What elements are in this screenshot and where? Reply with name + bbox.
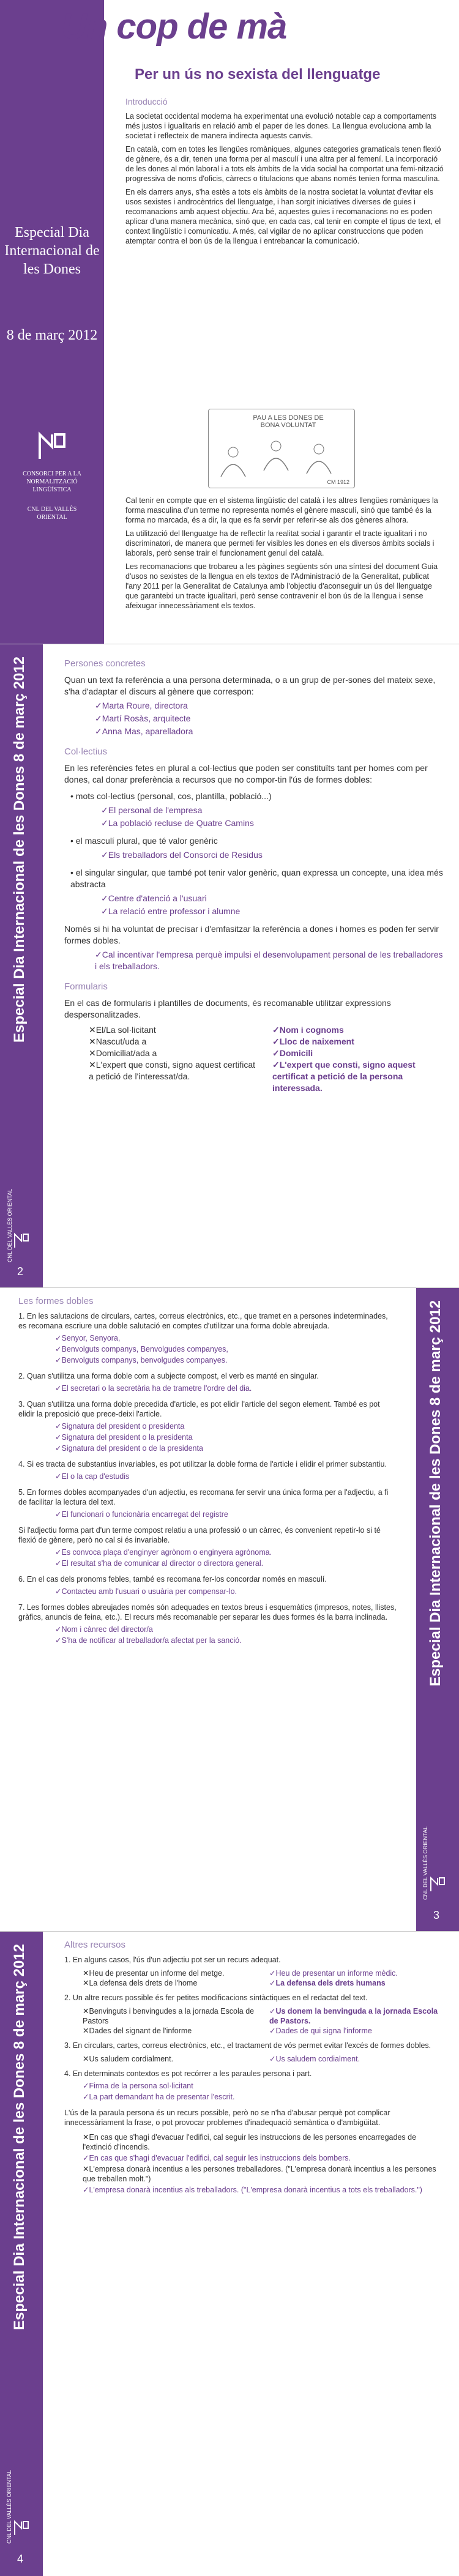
rule-item	[18, 1525, 398, 1568]
subtitle: Per un ús no sexista del llenguatge	[135, 66, 381, 83]
sketch-caption: PAU A LES DONES DE BONA VOLUNTAT	[253, 414, 324, 429]
example: ✓Signatura del president o de la presidenta	[55, 1444, 203, 1453]
item-text: 4. En determinats contextos es pot recórrer a les paraules persona i part.	[64, 2069, 312, 2078]
vertical-title: Especial Dia Internacional de les Dones 8 de març 2012	[11, 1944, 28, 2330]
cnl-label: CNL DEL VALLÈS ORIENTAL	[422, 1826, 428, 1900]
intro-para: La societat occidental moderna ha experimentat una evolució notable cap a comportaments més justos i igualitaris en relació amb el paper de les dones. La llengua evoluciona amb la societat i reflecteix de manera indirecta aquests canvis.	[125, 112, 436, 140]
persones-section: Persones concretes Quan un text fa referència a una persona determinada, o a un grup de per-sones del mateix sexe, s'ha d'adaptar el discurs al gènere que correspon: ✓Marta Roure, directora ✓Martí Rosàs, arquitecte ✓Anna Mas, aparelladora Col·lectius En les referències fetes en plural a col·lectius que poden ser constituïts tant per homes com per dones, cal donar preferència a recursos que no compor-tin l'ús de formes dobles: • mots col·lectius (personal, cos, plantilla, població...) ✓El personal de l'empresa ✓La població recluse de Quatre Camins • el masculí plural, que té valor genèric ✓Els treballadors del Consorci de Residus • el singular singular, que també pot tenir valor genèric, quan expressa un concepte, una idea més abstracta ✓Centre d'atenció a l'usuari ✓La relació entre professor i alumne Només si hi ha voluntat de precisar i d'emfasitzar la referència a dones i homes es poden fer servir formes dobles. ✓Cal incentivar l'empresa perquè impulsi el desenvolupament personal de les treballadores i els treballadors. Formularis En el cas de formularis i plantilles de documents, és recomanable utilitzar expressions despersonalitzades. ✕El/La sol·licitant ✕Nascut/uda a ✕Domiciliat/ada a ✕L'expert que consti, signo aquest certificat a petició de l'interessat/da. ✓Nom i cognoms ✓Lloc de naixement ✓Domicili ✓L'expert que consti, signo aquest certificat a petició de la persona interessada.	[64, 658, 443, 1093]
example: ✓El secretari o la secretària ha de trametre l'ordre del dia.	[55, 1384, 252, 1393]
bullet: • el masculí plural, que té valor genèric	[70, 836, 218, 846]
example: El personal de l'empresa	[108, 805, 203, 815]
item-text: 3. En circulars, cartes, correus electrònics, etc., el tractament de vós permet evitar l'excés de formes dobles.	[64, 2041, 431, 2050]
intro-para: La utilització del llenguatge ha de reflectir la realitat social i garantir el tracte igualitari i no discriminatori, de manera que permeti fer visibles les dones en els diversos àmbits socials i laborals, però sense trair el funcionament genuí del català.	[125, 529, 435, 557]
bullet: • el singular singular, que també pot tenir valor genèric, quan expressa un concepte, una idea més abstracta	[70, 868, 443, 889]
example: ✓El o la cap d'estudis	[55, 1472, 130, 1481]
rule-item	[18, 1371, 398, 1393]
rule-item	[18, 1399, 398, 1453]
cartoon-sketch	[208, 409, 355, 488]
example: ✓Senyor, Senyora,	[55, 1334, 121, 1342]
cpnl-logo-icon	[12, 2519, 31, 2537]
rule-text: 6. En el cas dels pronoms febles, també es recomana fer-los concordar només en masculí.	[18, 1575, 327, 1584]
text-collectius: En les referències fetes en plural a col·lectius que poden ser constituïts tant per homes com per dones, cal donar preferència a recursos que no compor-tin l'ús de formes dobles:	[64, 763, 428, 784]
intro-para: En els darrers anys, s'ha estès a tots els àmbits de la nostra societat la voluntat d'evitar els usos sexistes i androcèntrics del llenguatge, i han sorgit iniciatives diverses de guies i recomanacions amb aquest objectiu. Ara bé, aquestes guies i recomanacions no es poden aplicar d'una manera mecànica, sinó que, en cada cas, cal tenir en compte el tipus de text, el context lingüístic i comunicatiu. A més, cal vigilar de no aplicar construccions que poden atemptar contra el bon ús de la llengua i entrebancar la comunicació.	[125, 188, 441, 245]
sidebar-date: 8 de març 2012	[6, 327, 98, 343]
item-text: L'ús de la paraula persona és un recurs possible, però no se n'ha d'abusar perquè pot complicar innecessàriament la frase, o pot provocar problemes d'inadequació semàntica o d'ambigüitat.	[64, 2109, 390, 2127]
page-1	[0, 0, 459, 644]
sidebar-cnl: CNL DEL VALLÈS ORIENTAL	[27, 506, 77, 521]
vertical-title: Especial Dia Internacional de les Dones 8 de març 2012	[427, 1300, 444, 1686]
rule-text: 1. En les salutacions de circulars, cartes, correus electrònics, etc., que tramet en a persones indeterminades, es recomana escriure una doble salutació en comptes d'utilitzar una forma doble abreujada.	[18, 1312, 388, 1330]
example: ✓Contacteu amb l'usuari o usuària per compensar-lo.	[55, 1587, 237, 1596]
vertical-title: Especial Dia Internacional de les Dones 8 de març 2012	[11, 657, 28, 1043]
cpnl-logo-icon	[428, 1875, 447, 1894]
good-examples: ✓Nom i cognoms ✓Lloc de naixement ✓Domicili ✓L'expert que consti, signo aquest certificat a petició de la persona interessada.	[272, 1025, 416, 1093]
example: Anna Mas, aparelladora	[102, 726, 193, 736]
rule-item	[18, 1487, 398, 1519]
bullet: • mots col·lectius (personal, cos, plantilla, població...)	[70, 791, 272, 801]
example: ✓Benvolguts companys, Benvolgudes companyes,	[55, 1345, 228, 1353]
intro-section-2	[125, 496, 444, 614]
example: ✓Benvolguts companys, benvolgudes companyes.	[55, 1356, 228, 1364]
text-formularis: En el cas de formularis i plantilles de documents, és recomanable utilitzar expressions despersonalitzades.	[64, 998, 391, 1019]
example: ✓Nom i cànrec del director/a	[55, 1625, 153, 1634]
example: ✓El resultat s'ha de comunicar al director o directora general.	[55, 1559, 264, 1568]
intro-section	[125, 97, 444, 250]
sidebar-purple	[0, 0, 104, 644]
cnl-label: CNL DEL VALLÈS ORIENTAL	[7, 1189, 13, 1263]
intro-para: En català, com en totes les llengües romàniques, algunes categories gramaticals tenen flexió de gènere, és a dir, tenen una forma per al masculí i una altra per al femení. La incorporació de les dones al món laboral i a tots els àmbits de la vida social ha comportat una femi-nització progressiva de noms d'oficis, càrrecs o titulacions que abans només tenien forma masculina.	[125, 145, 444, 183]
text-dobles: Només si hi ha voluntat de precisar i d'emfasitzar la referència a dones i homes es poden fer servir formes dobles.	[64, 924, 439, 945]
text-persones: Quan un text fa referència a una persona determinada, o a un grup de per-sones del mateix sexe, s'ha d'adaptar el discurs al gènere que correspon:	[64, 675, 436, 696]
rule-text: 2. Quan s'utilitza una forma doble com a subjecte compost, el verb es manté en singular.	[18, 1372, 319, 1380]
page-2	[0, 644, 459, 1287]
intro-para: Les recomanacions que trobareu a les pàgines següents són una síntesi del document Guia d'usos no sexistes de la llengua en els textos de l'Administració de la Generalitat, publicat l'any 2011 per la Generalitat de Catalunya amb l'objectiu d'aconseguir un ús del llenguatge que garanteixi un tracte igualitari, però sense contravenir el bon ús de la llengua i sense afeixugar innecessàriament els textos.	[125, 562, 438, 610]
rule-item	[18, 1459, 398, 1481]
cpnl-logo-icon	[12, 1232, 31, 1250]
altres-recursos-section: Altres recursos 1. En alguns casos, l'ús d'un adjectiu pot ser un recurs adequat. ✕Heu de presentar un informe del metge. ✕La defensa dels drets de l'home ✓Heu de presentar un informe mèdic. ✓La defensa dels drets humans 2. Un altre recurs possible és fer petites modificacions sintàctiques en el redactat del text. ✕Benvinguts i benvingudes a la jornada Escola de Pastors ✕Dades del signant de l'informe ✓Us donem la benvinguda a la jornada Escola de Pastors. ✓Dades de qui signa l'informe 3. En circulars, cartes, correus electrònics, etc., el tractament de vós permet evitar l'excés de formes dobles. ✕Us saludem cordialment. ✓Us saludem cordialment. 4. En determinats contextos es pot recórrer a les paraules persona i part. ✓Firma de la persona sol·licitant ✓La part demandant ha de presentar l'escrit. L'ús de la paraula persona és un recurs possible, però no se n'ha d'abusar perquè pot complicar innecessàriament la frase, o pot provocar problemes d'inadequació semàntica o d'ambigüitat. ✕En cas que s'hagi d'evacuar l'edifici, cal seguir les instruccions de les persones encarregades de l'extinció d'incendis. ✓En cas que s'hagi d'evacuar l'edifici, cal seguir les instruccions dels bombers. ✕L'empresa donarà incentius a les persones treballadores. ("L'empresa donarà incentius a les persones que treballen molt.") ✓L'empresa donarà incentius als treballadors. ("L'empresa donarà incentius a tots els treballadors.")	[64, 1932, 444, 2201]
cpnl-logo-icon	[34, 428, 70, 465]
rule-item	[18, 1574, 398, 1596]
item-text: 2. Un altre recurs possible és fer petites modificacions sintàctiques en el redactat del text.	[64, 1993, 368, 2002]
sidebar-purple	[0, 644, 43, 1287]
example: Cal incentivar l'empresa perquè impulsi el desenvolupament personal de les treballadores i els treballadors.	[95, 950, 443, 971]
rule-text: Si l'adjectiu forma part d'un terme compost relatiu a una professió o un càrrec, és convenient repetir-lo si té flexió de gènere, però no cal si és invariable.	[18, 1526, 381, 1544]
intro-para: Cal tenir en compte que en el sistema lingüístic del català i les altres llengües romàniques la forma masculina d'un terme no representa només el gènere masculí, sinó que també és la forma no marcada, és a dir, la que es fa servir per referir-se als dos gèneres alhora.	[125, 496, 438, 524]
example: Martí Rosàs, arquitecte	[102, 713, 191, 723]
rule-text: 5. En formes dobles acompanyades d'un adjectiu, es recomana fer servir una única forma per a l'adjectiu, a fi de facilitar la lectura del text.	[18, 1488, 389, 1506]
heading-formes-dobles: Les formes dobles	[18, 1296, 94, 1306]
example: ✓Signatura del president o presidenta	[55, 1422, 185, 1431]
example: La població recluse de Quatre Camins	[108, 818, 254, 828]
sidebar-especial: Especial Dia Internacional de les Dones	[4, 225, 100, 277]
example: ✓Signatura del president o la presidenta	[55, 1433, 193, 1442]
main-title: Un cop de mà	[61, 7, 287, 47]
sketch-signature: CM 1912	[327, 479, 349, 485]
page-number: 3	[433, 1909, 440, 1921]
page-4	[0, 1931, 459, 2576]
rule-item	[18, 1603, 398, 1645]
example: Els treballadors del Consorci de Residus	[108, 850, 263, 860]
example: Marta Roure, directora	[102, 701, 188, 710]
page-number: 4	[17, 2553, 24, 2565]
rule-item	[18, 1311, 398, 1365]
rule-text: 3. Quan s'utilitza una forma doble precedida d'article, es pot elidir l'article del segon element. També es pot elidir la preposició que prece-deixi l'article.	[18, 1400, 380, 1418]
cnl-label: CNL DEL VALLÈS ORIENTAL	[6, 2470, 12, 2544]
example: La relació entre professor i alumne	[108, 906, 241, 916]
item-text: 1. En alguns casos, l'ús d'un adjectiu pot ser un recurs adequat.	[64, 1956, 281, 1964]
example: ✓S'ha de notificar al treballador/a afectat per la sanció.	[55, 1636, 242, 1645]
intro-heading: Introducció	[125, 97, 168, 106]
heading-formularis: Formularis	[64, 981, 108, 992]
page-number: 2	[17, 1265, 24, 1278]
heading-altres: Altres recursos	[64, 1940, 126, 1950]
heading-collectius: Col·lectius	[64, 746, 108, 757]
heading-persones: Persones concretes	[64, 658, 146, 669]
sidebar-org: CONSORCI PER A LA NORMALITZACIÓ LINGÜÍSTICA	[23, 471, 81, 493]
rule-text: 4. Si es tracta de substantius invariables, es pot utilitzar la doble forma de l'article i elidir el primer substantiu.	[18, 1460, 387, 1469]
bad-examples: ✕El/La sol·licitant ✕Nascut/uda a ✕Domiciliat/ada a ✕L'expert que consti, signo aquest certificat a petició de l'interessat/da.	[89, 1025, 255, 1081]
sidebar-purple	[416, 1288, 459, 1931]
example: Centre d'atenció a l'usuari	[108, 893, 207, 903]
formes-dobles-section	[18, 1288, 398, 1651]
sidebar-purple	[0, 1932, 43, 2576]
page-3	[0, 1287, 459, 1931]
rule-text: 7. Les formes dobles abreujades només són adequades en textos breus i esquemàtics (impresos, notes, llistes, gràfics, anuncis de feina, etc.). El recurs més recomanable per separar les dues formes és la barra inclinada.	[18, 1603, 397, 1621]
example: ✓El funcionari o funcionària encarregat del registre	[55, 1510, 228, 1519]
example: ✓Es convoca plaça d'enginyer agrònom o enginyera agrònoma.	[55, 1548, 272, 1557]
